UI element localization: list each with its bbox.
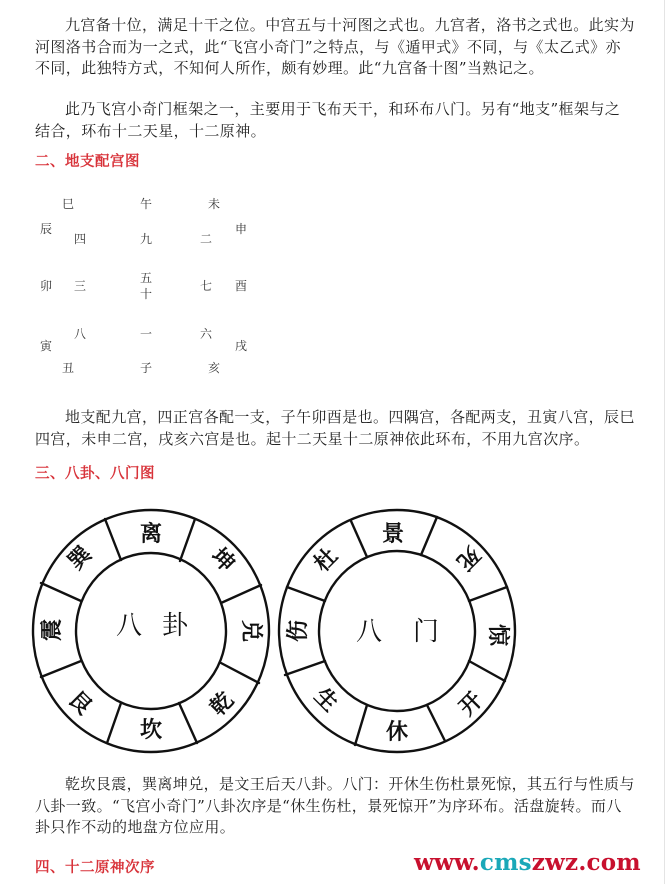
palace-three: 三 [73,279,86,293]
branch-hai: 亥 [207,361,220,375]
trigram-li: 离 [139,521,163,547]
heading-branch-palace: 二、地支配宫图 [35,153,140,170]
door-du-block: 杜 [309,543,343,577]
branch-mao: 卯 [39,279,52,293]
trigram-xun: 巽 [63,541,97,575]
branch-wei: 未 [207,197,220,211]
trigram-dui: 兑 [238,619,264,643]
trigram-center-ba: 八 [115,611,143,641]
palace-six: 六 [199,327,212,341]
palace-four: 四 [73,232,86,246]
heading-twelve-spirits: 四、十二原神次序 [35,859,155,876]
paragraph-framework: 此乃飞宫小奇门框架之一，主要用于飞布天干，和环布八门。另有“地支”框架与之结合，环布十二天星，十二原神。 [35,100,621,140]
watermark-prefix: www. [414,849,480,876]
door-shang-harm: 伤 [285,619,311,643]
doors-center-ba: 八 [355,617,383,647]
page-edge-divider [664,0,665,884]
palace-one: 一 [139,327,152,341]
watermark-suffix: zwz.com [531,849,641,876]
door-sheng-life: 生 [309,683,343,717]
branch-chen: 辰 [39,222,52,236]
door-jing-fear: 惊 [485,623,511,647]
eight-doors-wheel [276,508,518,754]
door-si-death: 死 [451,541,485,575]
paragraph-nine-palaces: 九宫备十位，满足十干之位。中宫五与十河图之式也。九宫者，洛书之式也。此实为河图洛书合而为一之式，此“飞宫小奇门”之特点，与《遁甲式》不同，与《太乙式》亦不同，此独特方式，不知何人所作，颇有妙理。此“九宫备十图”当熟记之。 [35,16,635,77]
door-jing-scenery: 景 [381,521,405,547]
branch-shen: 申 [234,222,247,236]
site-watermark [414,849,641,877]
doors-center-men: 门 [412,617,440,647]
palace-ten: 十 [139,287,152,301]
door-xiu-rest: 休 [385,719,409,745]
branch-wu: 午 [139,197,152,211]
palace-nine: 九 [139,232,152,246]
watermark-middle: cms [479,849,532,876]
branch-si: 巳 [61,197,74,211]
palace-eight: 八 [73,327,86,341]
door-kai-open: 开 [454,687,488,721]
heading-trigrams-doors: 三、八卦、八门图 [35,465,155,482]
paragraph-trigrams: 乾坎艮震，巽离坤兑，是文王后天八卦。八门：开休生伤杜景死惊，其五行与性质与八卦一致。“飞宫小奇门”八卦次序是“休生伤杜，景死惊开”为序环布。活盘旋转。而八卦只作不动的地盘方位应用。 [35,775,635,836]
trigram-center-gua: 卦 [161,611,189,641]
branch-xu: 戌 [234,339,247,353]
trigram-kan: 坎 [139,717,163,743]
trigram-wheel-graphic [30,508,272,754]
branch-you: 酉 [234,279,247,293]
trigram-gen: 艮 [63,686,97,720]
palace-five: 五 [139,271,152,285]
branch-chou: 丑 [61,361,74,375]
palace-seven: 七 [199,279,212,293]
trigram-qian: 乾 [205,687,239,721]
trigram-zhen: 震 [39,618,65,642]
trigram-kun: 坤 [206,543,240,577]
trigram-wheel [30,508,272,754]
branch-zi: 子 [139,361,152,375]
eight-doors-wheel-graphic [276,508,518,754]
palace-two: 二 [199,232,212,246]
branch-yin: 寅 [39,339,52,353]
paragraph-branch-palace: 地支配九宫，四正宫各配一支，子午卯酉是也。四隅宫，各配两支，丑寅八宫，辰巳四宫，未申二宫，戌亥六宫是也。起十二天星十二原神依此环布，不用九宫次序。 [35,408,635,448]
